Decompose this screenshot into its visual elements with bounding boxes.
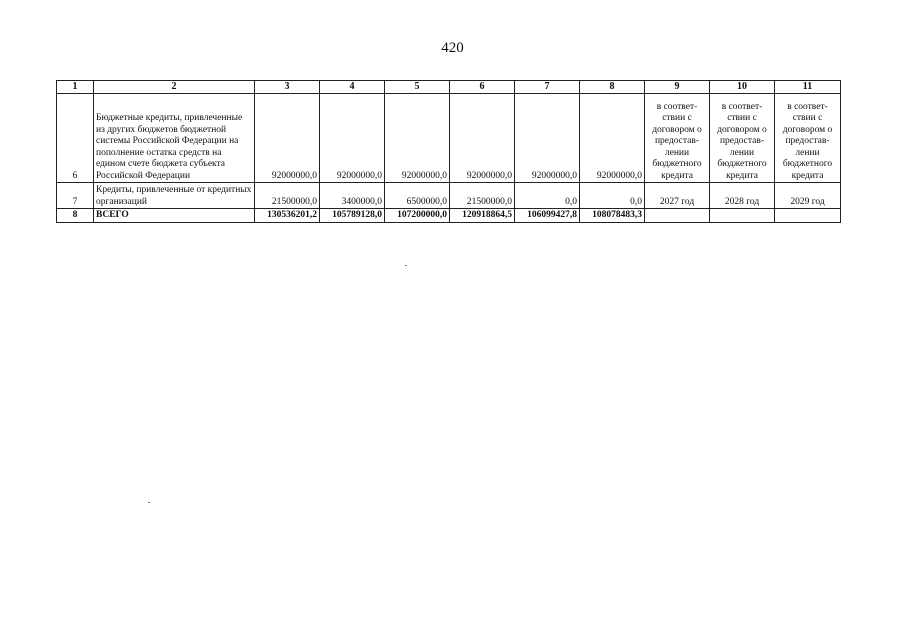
header-row [57, 81, 841, 94]
value-cell: 21500000,0 [450, 183, 515, 209]
value-cell: 107200000,0 [385, 209, 450, 223]
table-row [57, 183, 841, 209]
row-name: Бюджетные кредиты, привлеченные из других бюджетов бюджетной системы Российской Федерации на пополнение остатка средств на едином счете бюджета субъекта Российской Федерации [94, 94, 255, 183]
value-cell: 108078483,3 [580, 209, 645, 223]
column-header: 11 [775, 81, 841, 94]
scan-speck [405, 265, 407, 266]
value-cell: 106099427,8 [515, 209, 580, 223]
column-header: 3 [255, 81, 320, 94]
value-cell: 6500000,0 [385, 183, 450, 209]
scan-speck [148, 502, 150, 503]
value-cell: 92000000,0 [580, 94, 645, 183]
column-header: 6 [450, 81, 515, 94]
value-cell: 130536201,2 [255, 209, 320, 223]
term-cell: 2029 год [775, 183, 841, 209]
value-cell: 105789128,0 [320, 209, 385, 223]
column-header: 5 [385, 81, 450, 94]
column-header: 1 [57, 81, 94, 94]
column-header: 9 [645, 81, 710, 94]
value-cell: 92000000,0 [450, 94, 515, 183]
row-number: 7 [57, 183, 94, 209]
budget-table [56, 80, 841, 223]
row-name: Кредиты, привлеченные от кредитных организаций [94, 183, 255, 209]
value-cell: 92000000,0 [255, 94, 320, 183]
value-cell: 92000000,0 [515, 94, 580, 183]
row-number: 8 [57, 209, 94, 223]
term-cell [775, 209, 841, 223]
value-cell: 92000000,0 [320, 94, 385, 183]
value-cell: 0,0 [515, 183, 580, 209]
total-row [57, 209, 841, 223]
value-cell: 120918864,5 [450, 209, 515, 223]
value-cell: 3400000,0 [320, 183, 385, 209]
term-cell [710, 209, 775, 223]
value-cell: 0,0 [580, 183, 645, 209]
value-cell: 92000000,0 [385, 94, 450, 183]
term-cell: в соответ-ствии с договором о предостав-лении бюджетного кредита [645, 94, 710, 183]
row-name: ВСЕГО [94, 209, 255, 223]
term-cell [645, 209, 710, 223]
term-cell: в соответ-ствии с договором о предостав-лении бюджетного кредита [775, 94, 841, 183]
value-cell: 21500000,0 [255, 183, 320, 209]
term-cell: 2028 год [710, 183, 775, 209]
column-header: 7 [515, 81, 580, 94]
column-header: 10 [710, 81, 775, 94]
page-number: 420 [441, 40, 464, 56]
row-number: 6 [57, 94, 94, 183]
column-header: 2 [94, 81, 255, 94]
column-header: 8 [580, 81, 645, 94]
column-header: 4 [320, 81, 385, 94]
term-cell: в соответ-ствии с договором о предостав-лении бюджетного кредита [710, 94, 775, 183]
term-cell: 2027 год [645, 183, 710, 209]
table-row [57, 94, 841, 183]
